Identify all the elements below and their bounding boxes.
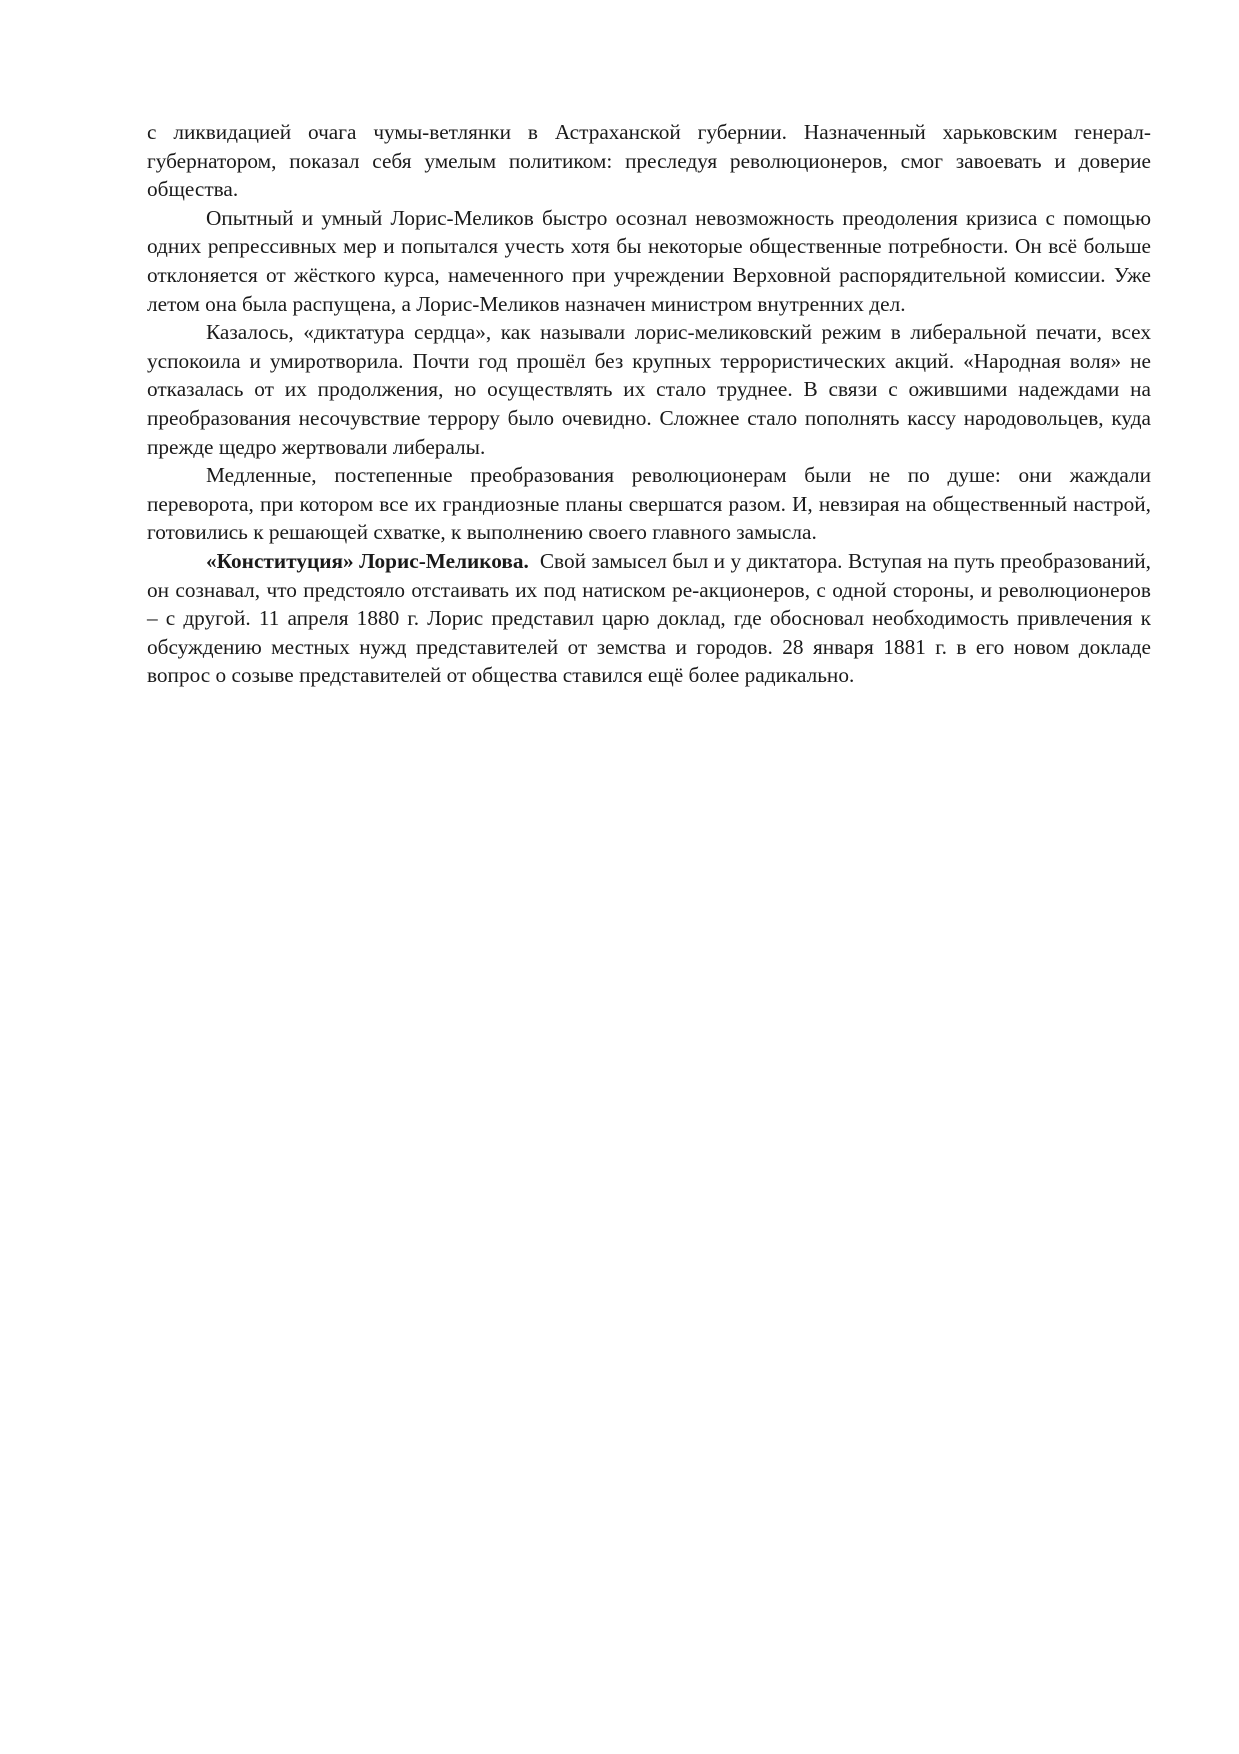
paragraph-3: Казалось, «диктатура сердца», как называли лорис-меликовский режим в либеральной печати, всех успокоила и умиротворила. Почти год прошёл без крупных террористических акций. «Народная воля» не отказалась от их продолжения, но осуществлять их стало труднее. В связи с ожившими надеждами на преобразования несочувствие террору было очевидно. Сложнее стало пополнять кассу народовольцев, куда прежде щедро жертвовали либералы. — [147, 320, 1151, 459]
paragraph-4: Медленные, постепенные преобразования революционерам были не по душе: они жаждали переворота, при котором все их грандиозные планы свершатся разом. И, невзирая на общественный настрой, готовились к решающей схватке, к выполнению своего главного замысла. — [147, 463, 1151, 545]
document-page — [147, 118, 1151, 690]
paragraph-5 — [147, 547, 1151, 690]
section-heading-konstitutsiya: «Конституция» Лорис-Меликова. — [206, 548, 529, 573]
paragraph-2: Опытный и умный Лорис-Меликов быстро осознал невозможность преодоления кризиса с помощью одних репрессивных мер и попытался учесть хотя бы некоторые общественные потребности. Он всё больше отклоняется от жёсткого курса, намеченного при учреждении Верховной распорядительной комиссии. Уже летом она была распущена, а Лорис-Меликов назначен министром внутренних дел. — [147, 205, 1151, 316]
paragraph-5-body: Свой замысел был и у диктатора. Вступая на путь преобразований, он сознавал, что предстояло отстаивать их под натиском ре-акционеров, с одной стороны, и революционеров – с другой. 11 апреля 1880 г. Лорис представил царю доклад, где обосновал необходимость привлечения к обсуждению местных нужд представителей от земства и городов. 28 января 1881 г. в его новом докладе вопрос о созыве представителей от общества ставился ещё более радикально. — [147, 548, 1152, 688]
paragraph-1: с ликвидацией очага чумы-ветлянки в Астраханской губернии. Назначенный харьковским генерал-губернатором, показал себя умелым политиком: преследуя революционеров, смог завоевать и доверие общества. — [147, 120, 1151, 202]
